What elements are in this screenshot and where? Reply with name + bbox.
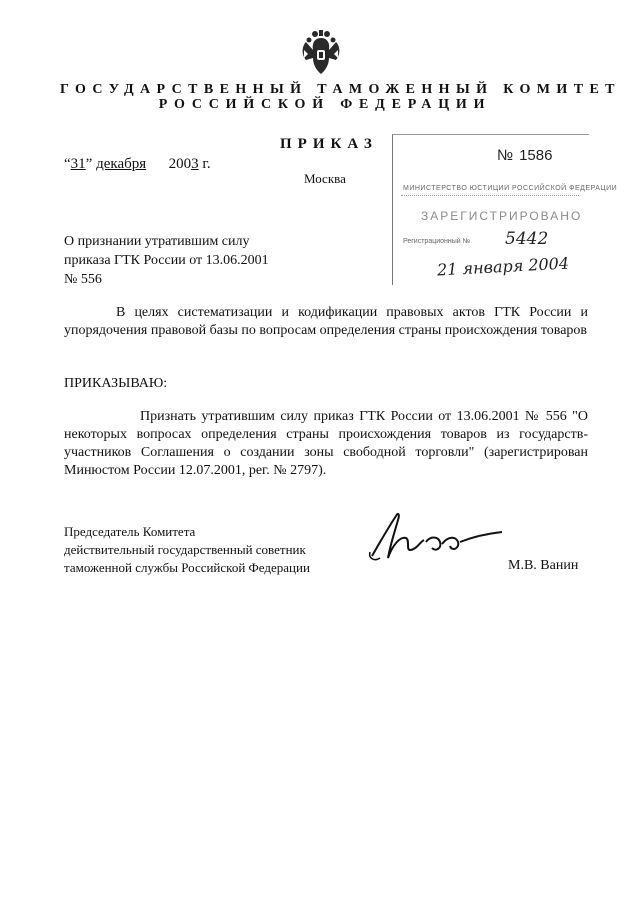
registration-stamp — [392, 134, 618, 285]
subject-line1: О признании утратившим силу — [64, 234, 250, 249]
organization-name-line1: ГОСУДАРСТВЕННЫЙ ТАМОЖЕННЫЙ КОМИТЕТ — [60, 82, 621, 97]
document-city: Москва — [304, 171, 346, 186]
organization-name-line2: РОССИЙСКОЙ ФЕДЕРАЦИИ — [158, 97, 492, 112]
date-month: декабря — [96, 156, 147, 172]
date-year-digit: 3 — [191, 156, 199, 172]
order-text: Признать утратившим силу приказ ГТК России от 13.06.2001 № 556 "О некоторых вопросах определения страны происхождения товаров из государств-участников Соглашения о создании зоны свободной торговли" (зарегистрирован Минюстом России 12.07.2001, рег. № 2797). — [64, 409, 588, 478]
stamp-divider — [401, 195, 579, 196]
document-type-title: ПРИКАЗ — [280, 136, 378, 152]
signatory-line1: Председатель Комитета — [64, 524, 196, 539]
order-paragraph — [64, 408, 588, 480]
preamble-text: В целях систематизации и кодификации правовых актов ГТК России и упорядочения правовой базы по вопросам определения страны происхождения товаров — [64, 305, 588, 338]
stamp-registration-label: Регистрационный № — [403, 238, 471, 245]
signatory-line3: таможенной службы Российской Федерации — [64, 560, 310, 575]
date-day: 31 — [70, 156, 86, 172]
stamp-registration-date: 21 января 2004 — [436, 253, 570, 280]
subject-line3: № 556 — [64, 272, 102, 287]
document-number — [497, 147, 552, 164]
preamble-paragraph — [64, 304, 588, 340]
signatory-line2: действительный государственный советник — [64, 542, 306, 557]
number-value: 1586 — [519, 147, 553, 164]
handwritten-signature — [366, 506, 506, 572]
signatory-name: М.В. Ванин — [508, 558, 579, 573]
orders-heading: ПРИКАЗЫВАЮ: — [64, 376, 168, 391]
number-label: № — [497, 147, 514, 164]
stamp-registration-number: 5442 — [505, 229, 549, 249]
stamp-ministry-line: МИНИСТЕРСТВО ЮСТИЦИИ РОССИЙСКОЙ ФЕДЕРАЦИИ — [403, 185, 618, 192]
signatory-position — [64, 523, 310, 577]
document-date: “31” декабря 2003 г. — [64, 156, 211, 172]
date-suffix: г. — [202, 156, 211, 172]
date-year-prefix: 200 — [168, 156, 192, 172]
document-subject — [64, 232, 269, 289]
stamp-registered-line: ЗАРЕГИСТРИРОВАНО — [421, 209, 583, 223]
double-headed-eagle-emblem-icon — [298, 28, 344, 76]
subject-line2: приказа ГТК России от 13.06.2001 — [64, 253, 269, 268]
